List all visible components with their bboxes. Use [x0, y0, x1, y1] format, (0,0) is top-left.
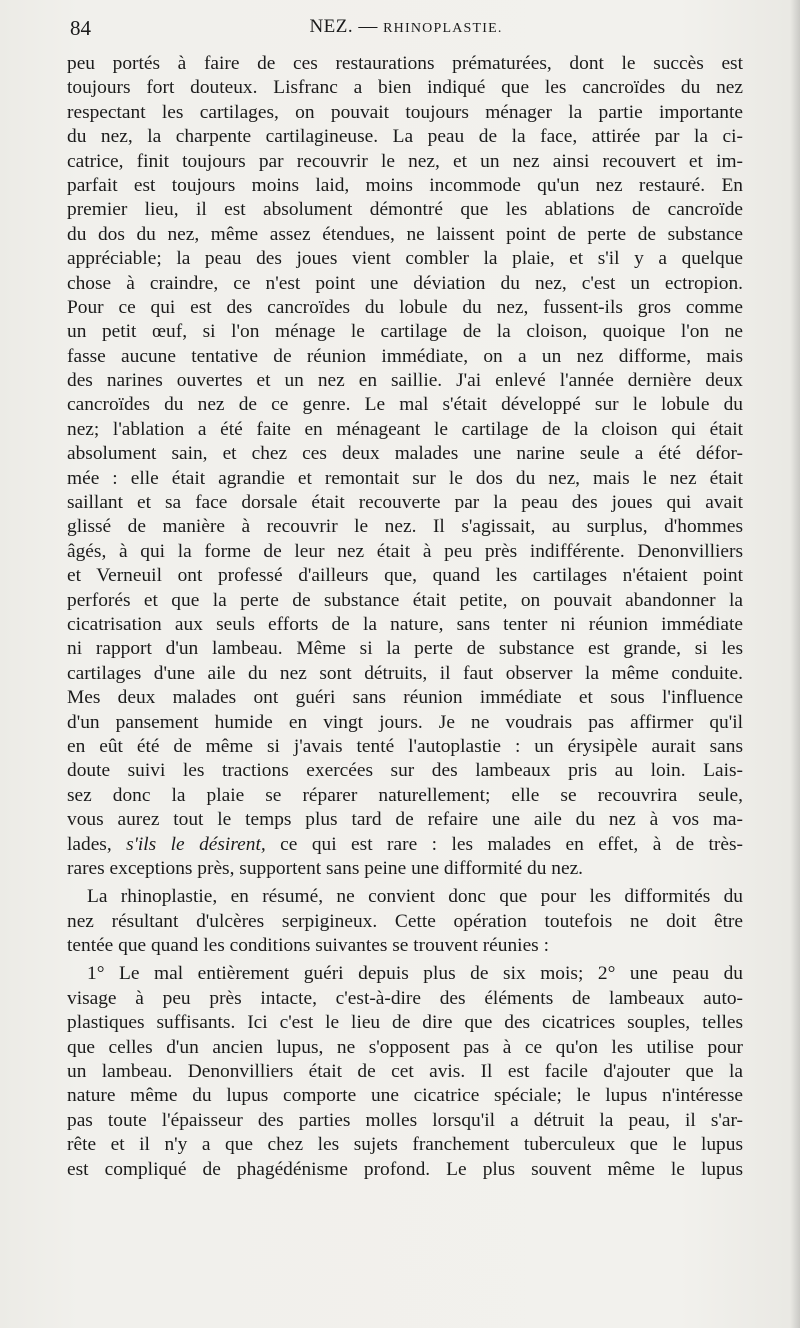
text-line: un lambeau. Denonvilliers était de cet avis. Il est facile d'ajouter que la [67, 1061, 743, 1083]
body-text [67, 52, 743, 1182]
text-line: premier lieu, il est absolument démontré que les ablations de cancroïde [67, 199, 743, 221]
running-head-separator: — [358, 16, 378, 37]
text-line: ni rapport d'un lambeau. Même si la perte de substance est grande, si les [67, 638, 743, 660]
text-line: un petit œuf, si l'on ménage le cartilage de la cloison, quoique l'on ne [67, 321, 743, 343]
text-line: et Verneuil ont professé d'ailleurs que, quand les cartilages n'étaient point [67, 565, 743, 587]
text-line: nature même du lupus comporte une cicatrice spéciale; le lupus n'intéresse [67, 1085, 743, 1107]
text-line: toujours fort douteux. Lisfranc a bien indiqué que les cancroïdes du nez [67, 77, 743, 99]
paragraph [67, 885, 743, 958]
text-line: glissé de manière à recouvrir le nez. Il s'agissait, au surplus, d'hommes [67, 516, 743, 538]
text-line: âgés, à qui la forme de leur nez était à peu près indifférente. Denonvilliers [67, 540, 743, 562]
text-line: fasse aucune tentative de réunion immédiate, on a un nez difforme, mais [67, 345, 743, 367]
text-line: en eût été de même si j'avais tenté l'autoplastie : un érysipèle aurait sans [67, 735, 743, 757]
text-line: peu portés à faire de ces restaurations prématurées, dont le succès est [67, 53, 743, 74]
paragraph [67, 52, 743, 881]
text-line: absolument sain, et chez ces deux malades une narine seule a été défor- [67, 443, 743, 465]
page-header [70, 16, 742, 46]
text-line: plastiques suffisants. Ici c'est le lieu de dire que des cicatrices souples, telles [67, 1012, 743, 1034]
text-line-with-italic [67, 833, 743, 857]
text-line: Pour ce qui est des cancroïdes du lobule du nez, fussent-ils gros comme [67, 296, 743, 318]
page-spine-shadow [790, 0, 800, 1328]
text-line: cancroïdes du nez de ce genre. Le mal s'était développé sur le lobule du [67, 394, 743, 416]
text-line: appréciable; la peau des joues vient combler la plaie, et s'il y a quelque [67, 248, 743, 270]
text-line: sez donc la plaie se réparer naturellement; elle se recouvrira seule, [67, 784, 743, 806]
text-line: catrice, finit toujours par recouvrir le nez, et un nez ainsi recouvert et im- [67, 150, 743, 172]
text-line: d'un pansement humide en vingt jours. Je ne voudrais pas affirmer qu'il [67, 711, 743, 733]
text-line: nez; l'ablation a été faite en ménageant le cartilage de la cloison qui était [67, 418, 743, 440]
text-line: rares exceptions près, supportent sans peine une difformité du nez. [67, 857, 584, 879]
text-line: du nez, la charpente cartilagineuse. La peau de la face, attirée par la ci- [67, 126, 743, 148]
text-line: doute suivi les tractions exercées sur des lambeaux pris au loin. Lais- [67, 760, 743, 782]
text-line: La rhinoplastie, en résumé, ne convient donc que pour les difformités du [87, 886, 743, 908]
text-fragment: lades, [67, 833, 127, 855]
text-line: du dos du nez, même assez étendues, ne laissent point de perte de substance [67, 223, 743, 245]
text-line: est compliqué de phagédénisme profond. Le plus souvent même le lupus [67, 1158, 743, 1180]
text-line: nez résultant d'ulcères serpigineux. Cette opération toutefois ne doit être [67, 910, 743, 932]
text-line: cicatrisation aux seuls efforts de la nature, sans tenter ni réunion immédiate [67, 613, 743, 635]
text-line: saillant et sa face dorsale était recouverte par la peau des joues qui avait [67, 492, 743, 514]
paragraph [67, 962, 743, 1182]
text-line: vous aurez tout le temps plus tard de refaire une aile du nez à vos ma- [67, 809, 743, 831]
text-line: pas toute l'épaisseur des parties molles lorsqu'il a détruit la peau, il s'ar- [67, 1109, 743, 1131]
text-line: que celles d'un ancien lupus, ne s'opposent pas à ce qu'on les utilise pour [67, 1036, 743, 1058]
running-head-main: NEZ. [309, 16, 354, 37]
text-fragment: ce qui est rare : les malades en effet, à de très- [265, 833, 743, 855]
italic-phrase: s'ils le désirent, [126, 833, 266, 855]
text-line: des narines ouvertes et un nez en saillie. J'ai enlevé l'année dernière deux [67, 370, 743, 392]
text-line: 1° Le mal entièrement guéri depuis plus de six mois; 2° une peau du [87, 963, 743, 985]
text-line: Mes deux malades ont guéri sans réunion immédiate et sous l'influence [67, 687, 743, 709]
running-head [70, 16, 742, 38]
text-line: cartilages d'une aile du nez sont détruits, il faut observer la même conduite. [67, 662, 743, 684]
text-line: chose à craindre, ce n'est point une déviation du nez, c'est un ectropion. [67, 272, 743, 294]
text-line: rête et il n'y a que chez les sujets franchement tuberculeux que le lupus [67, 1134, 743, 1156]
text-line: mée : elle était agrandie et remontait sur le dos du nez, mais le nez était [67, 467, 743, 489]
page-number: 84 [70, 16, 91, 40]
text-line: respectant les cartilages, on pouvait toujours ménager la partie importante [67, 101, 743, 123]
text-line: parfait est toujours moins laid, moins incommode qu'un nez restauré. En [67, 174, 743, 196]
text-line: visage à peu près intacte, c'est-à-dire des éléments de lambeaux auto- [67, 987, 743, 1009]
text-line: tentée que quand les conditions suivantes se trouvent réunies : [67, 935, 549, 957]
text-line: perforés et que la perte de substance était petite, on pouvait abandonner la [67, 589, 743, 611]
running-head-sub: RHINOPLASTIE. [383, 21, 503, 36]
